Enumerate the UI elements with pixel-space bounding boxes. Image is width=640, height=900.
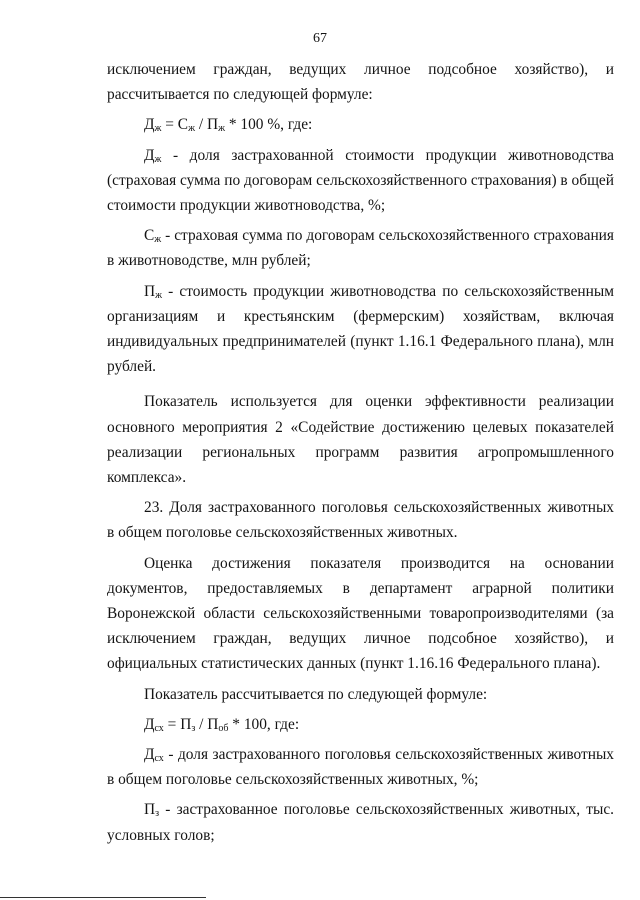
- page-number: 67: [313, 31, 327, 46]
- formula-dzh: $Д_ж = С_ж / П_ж * 100$ %, где:: [144, 116, 313, 135]
- formula-dsh: $Д_{сх} = П_з / П_{об} * 100$, где:: [144, 715, 300, 734]
- definition-pzh: $П_ж$ - стоимость продукции животноводства по сельскохозяйственным организациям и крестьянским (фермерским) хозяйствам, включая индивидуальных предпринимателей (пункт 1.16.1 Федерального плана), млн рублей.: [107, 282, 614, 376]
- paragraph-assessment: Оценка достижения показателя производится на основании документов, предоставляемых в департамент аграрной политики Воронежской области сельскохозяйственными товаропроизводителями (за исключением граждан, ведущих личное подсобное хозяйство), и официальных статистических данных (пункт 1.16.16 Федерального плана).: [107, 554, 614, 673]
- definition-pz: $П_з$ - застрахованное поголовье сельскохозяйственных животных, тыс. условных голов;: [107, 801, 614, 844]
- footnote-separator: [0, 897, 206, 898]
- body-text: [107, 57, 614, 848]
- item-23-heading: 23. Доля застрахованного поголовья сельскохозяйственных животных в общем поголовье сельскохозяйственных животных.: [107, 499, 614, 542]
- paragraph-continuation: исключением граждан, ведущих личное подсобное хозяйство), и рассчитывается по следующей формуле:: [107, 61, 614, 104]
- paragraph-formula-intro: Показатель рассчитывается по следующей формуле:: [144, 685, 488, 703]
- definition-szh: $С_ж$ - страховая сумма по договорам сельскохозяйственного страхования в животноводстве, млн рублей;: [107, 227, 614, 270]
- definition-dsh: $Д_{сх}$ - доля застрахованного поголовья сельскохозяйственных животных в общем поголовье сельскохозяйственных животных, %;: [107, 746, 614, 789]
- definition-dzh: $Д_ж$ - доля застрахованной стоимости продукции животноводства (страховая сумма по договорам сельскохозяйственного страхования) в общей стоимости продукции животноводства, %;: [107, 146, 614, 215]
- paragraph-indicator-usage: Показатель используется для оценки эффективности реализации основного мероприятия 2 «Содействие достижению целевых показателей реализации региональных программ развития агропромышленного комплекса».: [107, 393, 614, 487]
